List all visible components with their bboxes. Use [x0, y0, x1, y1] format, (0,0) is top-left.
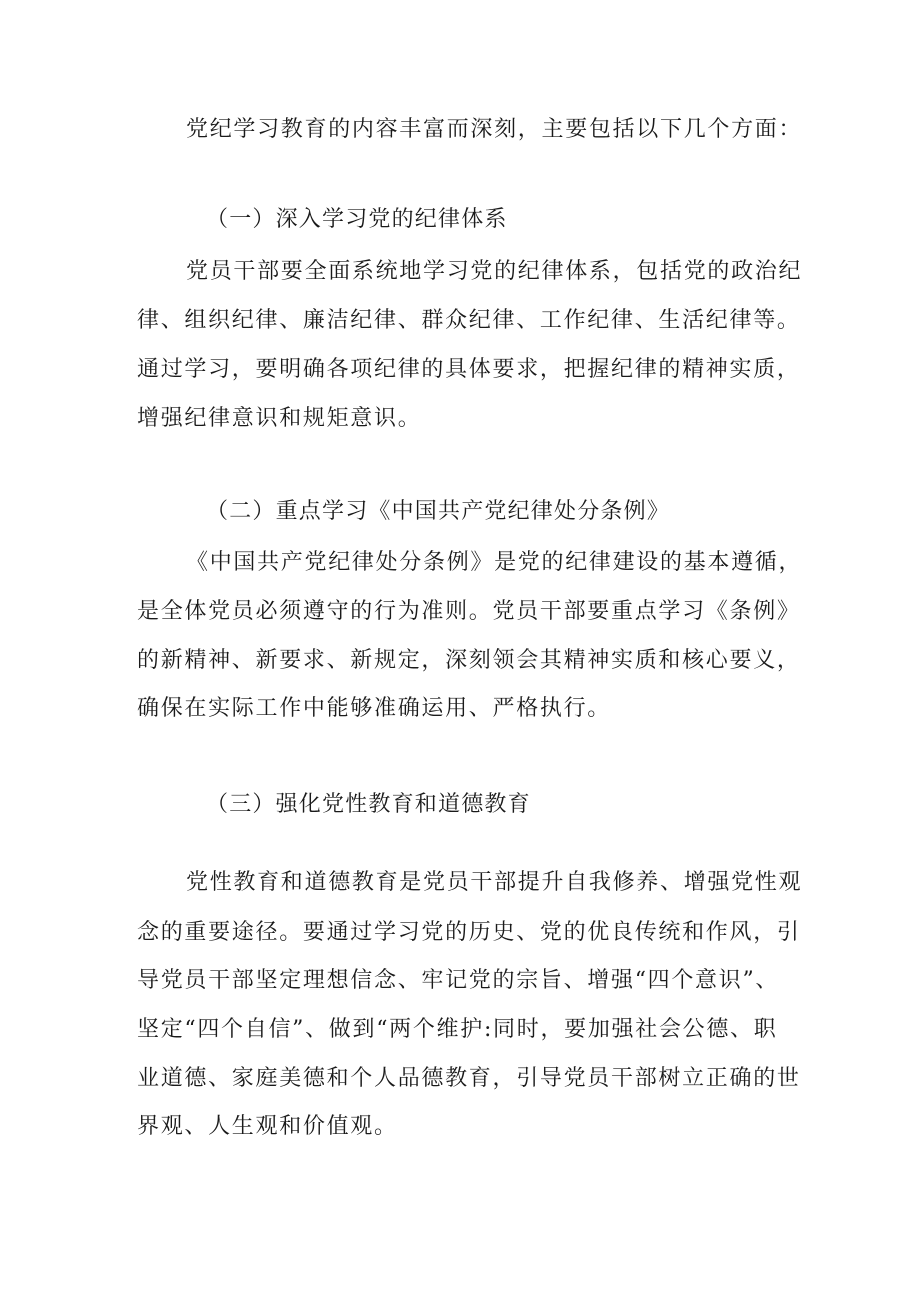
- section-1-line-2: 律、组织纪律、廉洁纪律、群众纪律、工作纪律、生活纪律等。: [137, 308, 801, 333]
- section-2-line-2: 是全体党员必须遵守的行为准则。党员干部要重点学习《条例》: [137, 599, 801, 624]
- intro-paragraph: 党纪学习教育的内容丰富而深刻，主要包括以下几个方面：: [186, 117, 803, 142]
- section-2-line-1: 《中国共产党纪律处分条例》是党的纪律建设的基本遵循，: [186, 550, 803, 575]
- section-3-line-3: 导党员干部坚定理想信念、牢记党的宗旨、增强“四个意识”、: [137, 968, 780, 993]
- section-2-line-3: 的新精神、新要求、新规定，深刻领会其精神实质和核心要义，: [137, 648, 801, 673]
- section-3-heading: （三）强化党性教育和道德教育: [206, 792, 531, 817]
- section-1-line-3: 通过学习，要明确各项纪律的具体要求，把握纪律的精神实质，: [137, 357, 801, 382]
- section-1-line-1: 党员干部要全面系统地学习党的纪律体系，包括党的政治纪: [186, 259, 803, 284]
- section-2-heading: （二）重点学习《中国共产党纪律处分条例》: [206, 499, 671, 524]
- section-3-line-6: 界观、人生观和价值观。: [137, 1114, 398, 1139]
- section-3-line-2: 念的重要途径。要通过学习党的历史、党的优良传统和作风，引: [137, 920, 801, 945]
- section-1-line-4: 增强纪律意识和规矩意识。: [137, 406, 422, 431]
- section-2-line-4: 确保在实际工作中能够准确运用、严格执行。: [137, 696, 612, 721]
- section-3-line-4: 坚定“四个自信”、做到“两个维护:同时，要加强社会公德、职: [137, 1017, 778, 1042]
- section-3-line-5: 业道德、家庭美德和个人品德教育，引导党员干部树立正确的世: [137, 1066, 801, 1091]
- section-1-heading: （一）深入学习党的纪律体系: [206, 207, 508, 232]
- section-3-line-1: 党性教育和道德教育是党员干部提升自我修养、增强党性观: [186, 870, 803, 895]
